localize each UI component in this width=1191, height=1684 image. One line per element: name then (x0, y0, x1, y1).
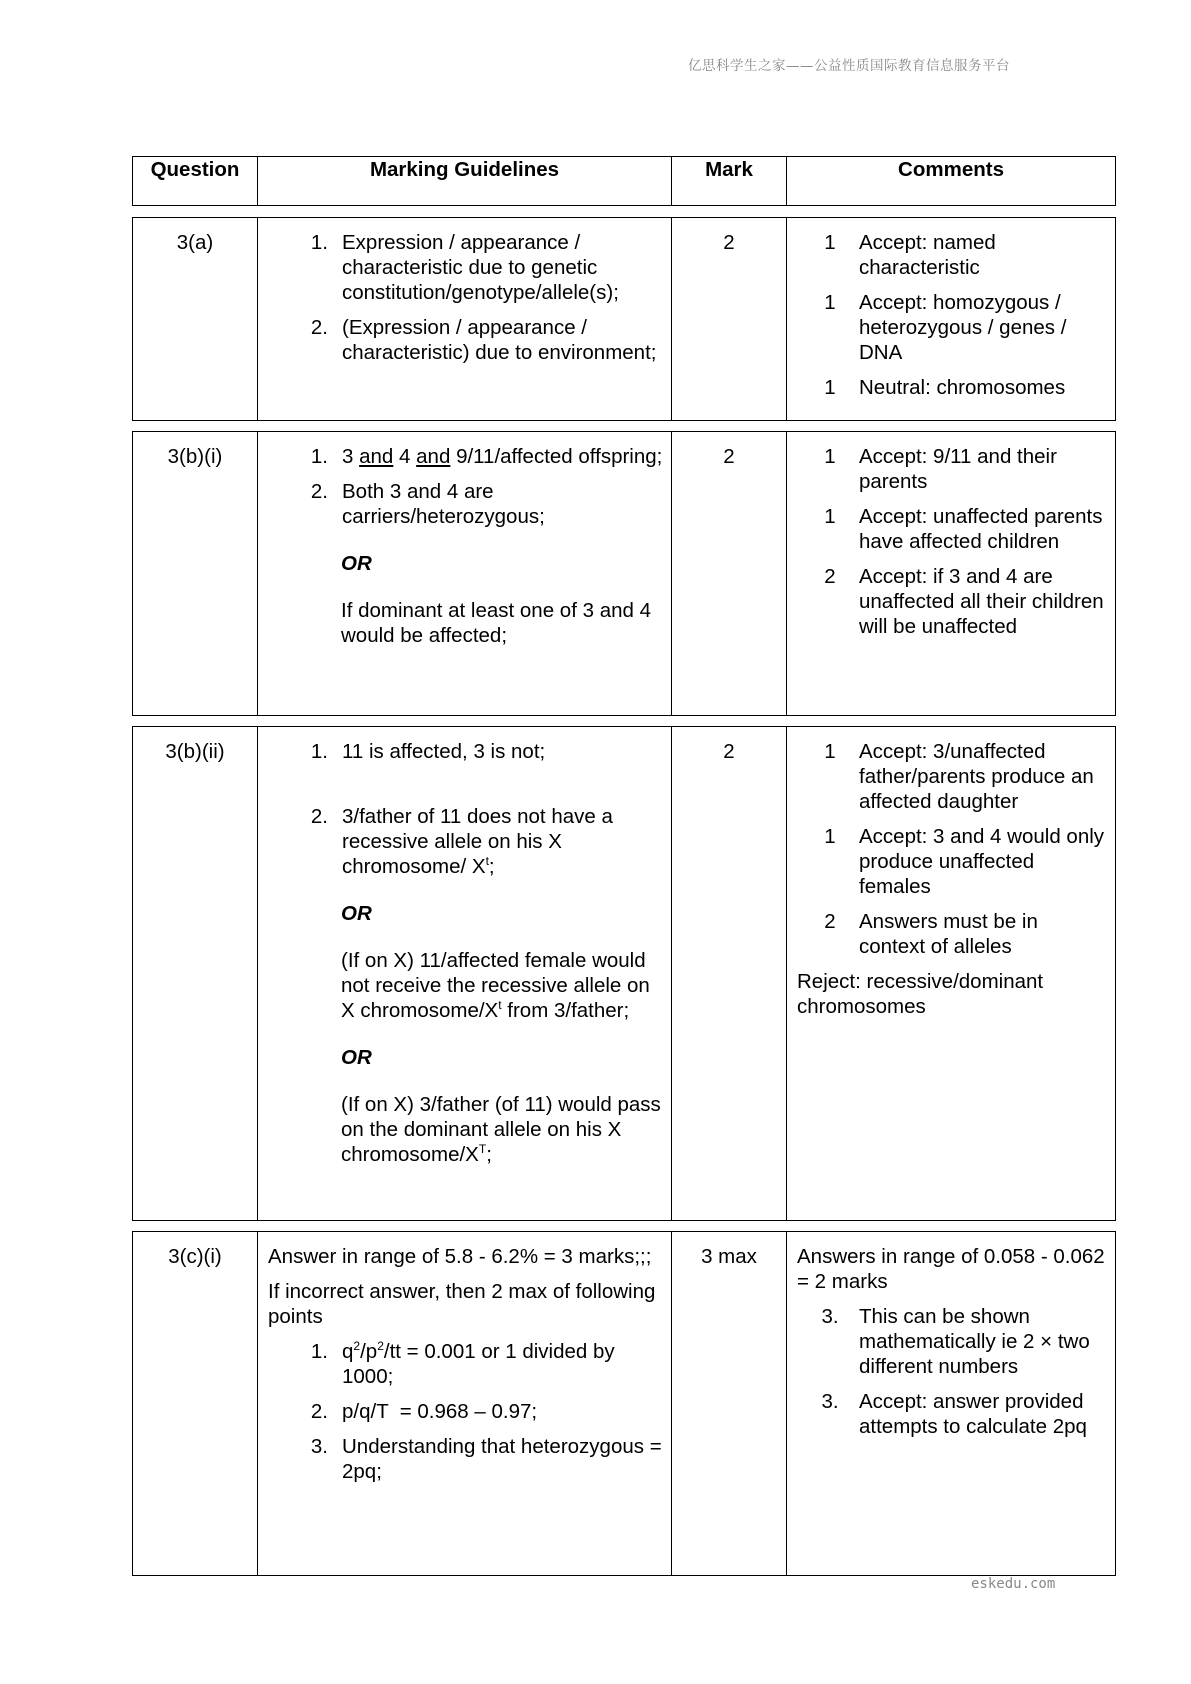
mark-cell: 2 (672, 727, 787, 1221)
header-mark: Mark (672, 157, 787, 206)
guideline-item: 1. $q^2/p^2/tt = 0.001$ or 1 divided by 1000; (310, 1339, 615, 1388)
page-footer: eskedu.com (971, 1576, 1056, 1592)
guideline-item: 2. p/q/T = 0.968 – 0.97; (310, 1400, 538, 1423)
alternative-text: If dominant at least one of 3 and 4 would be affected; (341, 599, 651, 647)
guidelines-cell (258, 432, 672, 716)
column-header-table (132, 156, 1116, 206)
guideline-text: If incorrect answer, then 2 max of following points (268, 1280, 656, 1328)
guidelines-cell (258, 218, 672, 421)
guideline-item: 2. (Expression / appearance / characteristic) due to environment; (310, 316, 657, 364)
header-comments: Comments (787, 157, 1116, 206)
comment-item: 1 Accept: 9/11 and their parents (824, 445, 1057, 493)
question-cell: 3(a) (133, 218, 258, 421)
header-question: Question (133, 157, 258, 206)
comment-item: 1 Accept: homozygous / heterozygous / genes / DNA (824, 291, 1067, 364)
comment-item: 2 Answers must be in context of alleles (824, 910, 1038, 958)
comment-item: 1 Accept: 3/unaffected father/parents produce an affected daughter (824, 740, 1094, 813)
guideline-text: Answer in range of 5.8 - 6.2% = 3 marks;;; (268, 1245, 652, 1268)
comments-cell (787, 218, 1116, 421)
guideline-item: 1. Expression / appearance / characteristic due to genetic constitution/genotype/allele(s); (310, 231, 619, 304)
row-3bi (132, 431, 1116, 716)
guideline-item: 2. 3/father of 11 does not have a recessive allele on his X chromosome/ $X^t$; (310, 805, 613, 878)
mark-cell: 2 (672, 218, 787, 421)
question-cell: 3(b)(i) (133, 432, 258, 716)
row-3a (132, 217, 1116, 421)
guidelines-cell (258, 727, 672, 1221)
comment-item: 3. This can be shown mathematically ie 2 × two different numbers (821, 1305, 1090, 1378)
comments-cell (787, 432, 1116, 716)
alternative-text: (If on X) 3/father (of 11) would pass on the dominant allele on his X chromosome/$X^T$; (341, 1093, 661, 1166)
question-cell: 3(b)(ii) (133, 727, 258, 1221)
mark-cell: 3 max (672, 1232, 787, 1576)
or-label: OR (341, 1046, 372, 1069)
comment-item: 1 Neutral: chromosomes (824, 376, 1066, 399)
comment-item: 1 Accept: named characteristic (824, 231, 996, 279)
comments-cell (787, 727, 1116, 1221)
row-3bii (132, 726, 1116, 1221)
guideline-item: 1. 3 and 4 and 9/11/affected offspring; (310, 445, 663, 468)
question-cell: 3(c)(i) (133, 1232, 258, 1576)
comment-item: 2 Accept: if 3 and 4 are unaffected all their children will be unaffected (824, 565, 1104, 638)
or-label: OR (341, 552, 372, 575)
comment-item: 1 Accept: unaffected parents have affected children (824, 505, 1103, 553)
or-label: OR (341, 902, 372, 925)
comment-item: 1 Accept: 3 and 4 would only produce unaffected females (824, 825, 1105, 898)
comment-item: 3. Accept: answer provided attempts to calculate 2pq (821, 1390, 1087, 1438)
comments-cell (787, 1232, 1116, 1576)
guideline-item: 1. 11 is affected, 3 is not; (310, 740, 546, 763)
guideline-item: 3. Understanding that heterozygous = 2pq; (310, 1435, 662, 1483)
row-3ci (132, 1231, 1116, 1576)
mark-cell: 2 (672, 432, 787, 716)
alternative-text: (If on X) 11/affected female would not receive the recessive allele on X chromosome/$X^t$ from 3/father; (341, 949, 650, 1022)
header-guidelines: Marking Guidelines (258, 157, 672, 206)
comment-reject: Reject: recessive/dominant chromosomes (797, 970, 1044, 1018)
guideline-item: 2. Both 3 and 4 are carriers/heterozygous; (310, 480, 545, 528)
comment-text: Answers in range of 0.058 - 0.062 = 2 marks (797, 1245, 1105, 1293)
guidelines-cell (258, 1232, 672, 1576)
page-header: 亿思科学生之家——公益性质国际教育信息服务平台 (688, 58, 1010, 74)
